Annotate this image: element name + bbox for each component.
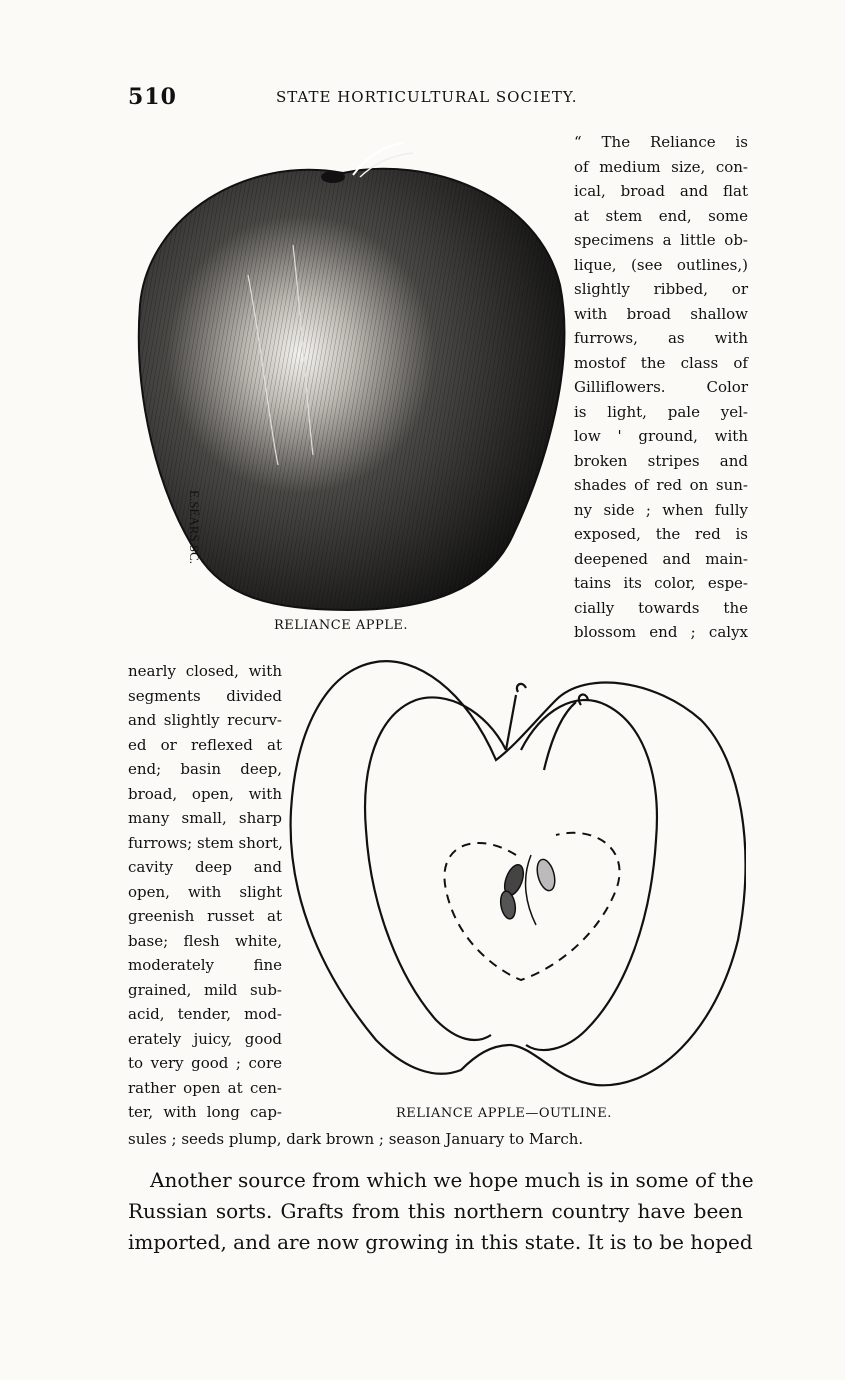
- text-line: to very good ; core: [128, 1054, 282, 1072]
- body-paragraph: [128, 1165, 754, 1258]
- text-line: base; flesh white,: [128, 931, 282, 950]
- text-line: ed or reflexed at: [128, 735, 282, 754]
- text-line: blossom end ; calyx: [574, 623, 748, 641]
- text-line: and slightly recurv-: [128, 711, 282, 729]
- text-line: end; basin deep,: [128, 760, 282, 778]
- text-line: acid, tender, mod-: [128, 1005, 282, 1023]
- text-line: broad, open, with: [128, 784, 282, 803]
- right-column-text: [574, 130, 748, 645]
- text-line: grained, mild sub-: [128, 980, 282, 999]
- text-line: ical, broad and flat: [574, 182, 748, 200]
- reliance-apple-engraving: [128, 135, 568, 615]
- text-line: mostof the class of: [574, 353, 748, 372]
- text-line-full-width: sules ; seeds plump, dark brown ; season January to March.: [128, 1130, 584, 1148]
- text-line: ny side ; when fully: [574, 500, 748, 519]
- text-line: erately juicy, good: [128, 1029, 282, 1048]
- page-header: [128, 84, 748, 110]
- text-line: Gilliflowers. Color: [574, 378, 748, 396]
- text-line: “ The Reliance is: [574, 133, 748, 151]
- text-line: at stem end, some: [574, 206, 748, 225]
- text-line: of medium size, con-: [574, 157, 748, 176]
- paragraph-line: imported, and are now growing in this state. It is to be hoped: [128, 1230, 753, 1254]
- text-line: cially towards the: [574, 598, 748, 617]
- text-line: exposed, the red is: [574, 525, 748, 543]
- text-line: lique, (see outlines,): [574, 255, 748, 274]
- text-line: deepened and main-: [574, 549, 748, 568]
- text-line: open, with slight: [128, 882, 282, 901]
- left-column-text: [128, 659, 282, 1125]
- text-line: segments divided: [128, 686, 282, 705]
- paragraph-line: Russian sorts. Grafts from this northern country have been: [128, 1199, 743, 1223]
- running-head: STATE HORTICULTURAL SOCIETY.: [276, 88, 578, 106]
- page-number: 510: [128, 84, 177, 110]
- text-line: specimens a little ob-: [574, 231, 748, 249]
- text-line: furrows; stem short,: [128, 833, 283, 852]
- figure2-caption: RELIANCE APPLE—OUTLINE.: [396, 1106, 612, 1121]
- figure1-caption: RELIANCE APPLE.: [274, 618, 409, 633]
- text-line: with broad shallow: [574, 304, 748, 323]
- engraver-signature: E.SEARS.SC.: [187, 490, 202, 565]
- text-line: ter, with long cap-: [128, 1103, 282, 1121]
- text-line: low ' ground, with: [574, 427, 748, 445]
- text-line: cavity deep and: [128, 858, 282, 876]
- text-line: greenish russet at: [128, 907, 282, 925]
- text-line: shades of red on sun-: [574, 476, 748, 494]
- text-line: slightly ribbed, or: [574, 280, 748, 298]
- text-line: moderately fine: [128, 956, 282, 974]
- text-line: many small, sharp: [128, 809, 282, 827]
- text-line: rather open at cen-: [128, 1078, 282, 1097]
- text-line: furrows, as with: [574, 329, 748, 347]
- text-line: broken stripes and: [574, 451, 748, 470]
- reliance-apple-outline-drawing: [286, 650, 746, 1110]
- paragraph-line: Another source from which we hope much is in some of the: [150, 1168, 754, 1192]
- text-line: tains its color, espe-: [574, 574, 748, 592]
- text-line: is light, pale yel-: [574, 402, 748, 421]
- text-line: nearly closed, with: [128, 662, 282, 680]
